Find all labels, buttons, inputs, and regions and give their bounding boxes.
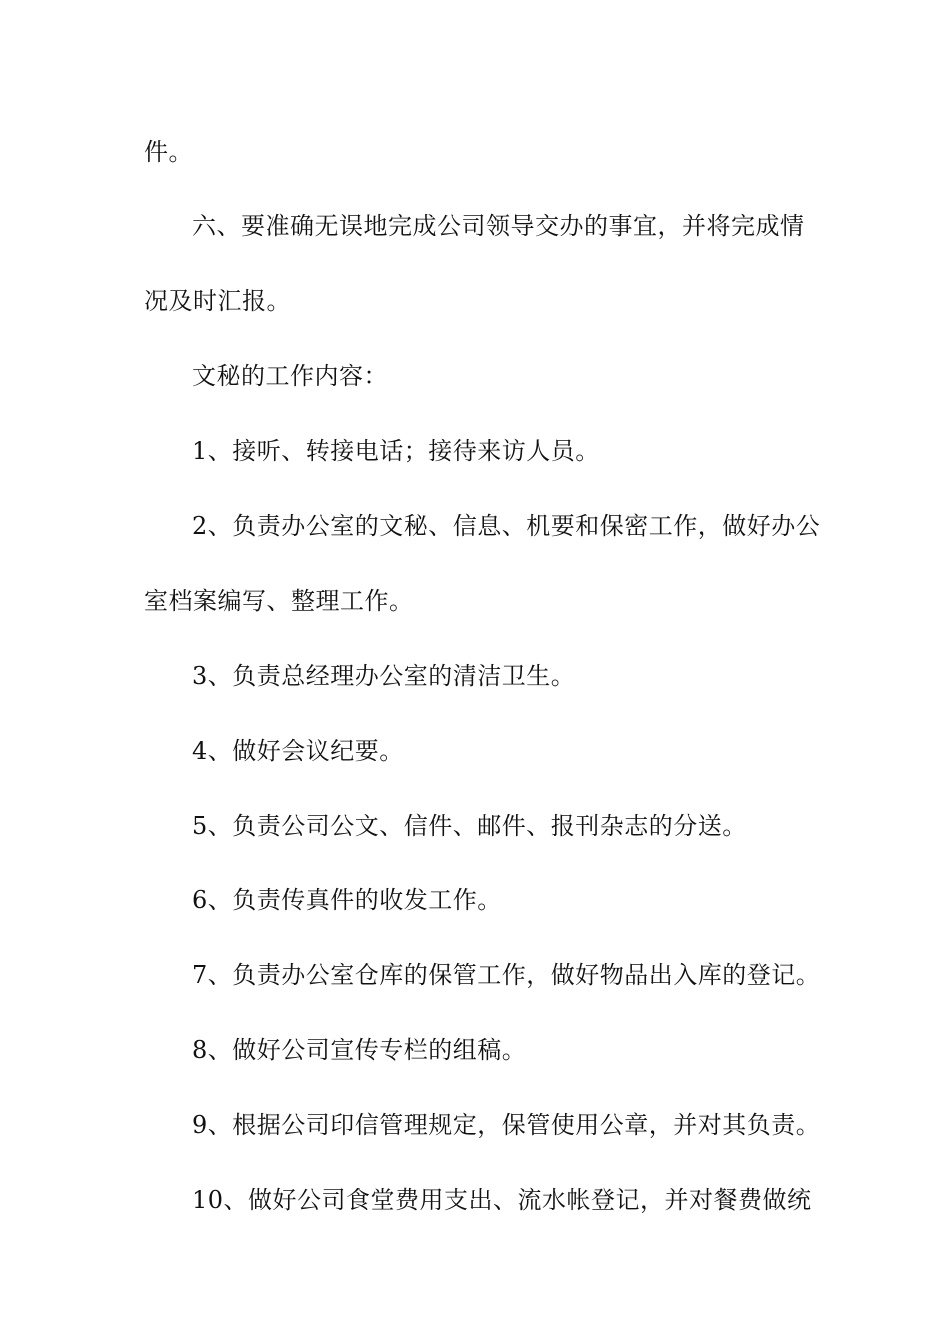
list-item-3: 3、负责总经理办公室的清洁卫生。 xyxy=(192,662,576,690)
paragraph-item-6-line-2: 况及时汇报。 xyxy=(144,287,291,315)
list-item-1: 1、接听、转接电话；接待来访人员。 xyxy=(192,437,600,465)
list-item-2-line-1: 2、负责办公室的文秘、信息、机要和保密工作，做好办公 xyxy=(192,512,821,540)
list-item-9: 9、根据公司印信管理规定，保管使用公章，并对其负责。 xyxy=(192,1111,821,1139)
list-item-2-line-2: 室档案编写、整理工作。 xyxy=(144,587,414,615)
paragraph-continuation-line: 件。 xyxy=(144,138,193,166)
list-item-5: 5、负责公司公文、信件、邮件、报刊杂志的分送。 xyxy=(192,812,747,840)
list-item-7: 7、负责办公室仓库的保管工作，做好物品出入库的登记。 xyxy=(192,961,821,989)
list-item-6: 6、负责传真件的收发工作。 xyxy=(192,886,502,914)
list-item-10-line-1: 10、做好公司食堂费用支出、流水帐登记，并对餐费做统 xyxy=(192,1186,812,1214)
paragraph-item-6-line-1: 六、要准确无误地完成公司领导交办的事宜，并将完成情 xyxy=(192,212,805,240)
section-heading: 文秘的工作内容： xyxy=(192,362,388,390)
list-item-8: 8、做好公司宣传专栏的组稿。 xyxy=(192,1036,527,1064)
list-item-4: 4、做好会议纪要。 xyxy=(192,737,404,765)
